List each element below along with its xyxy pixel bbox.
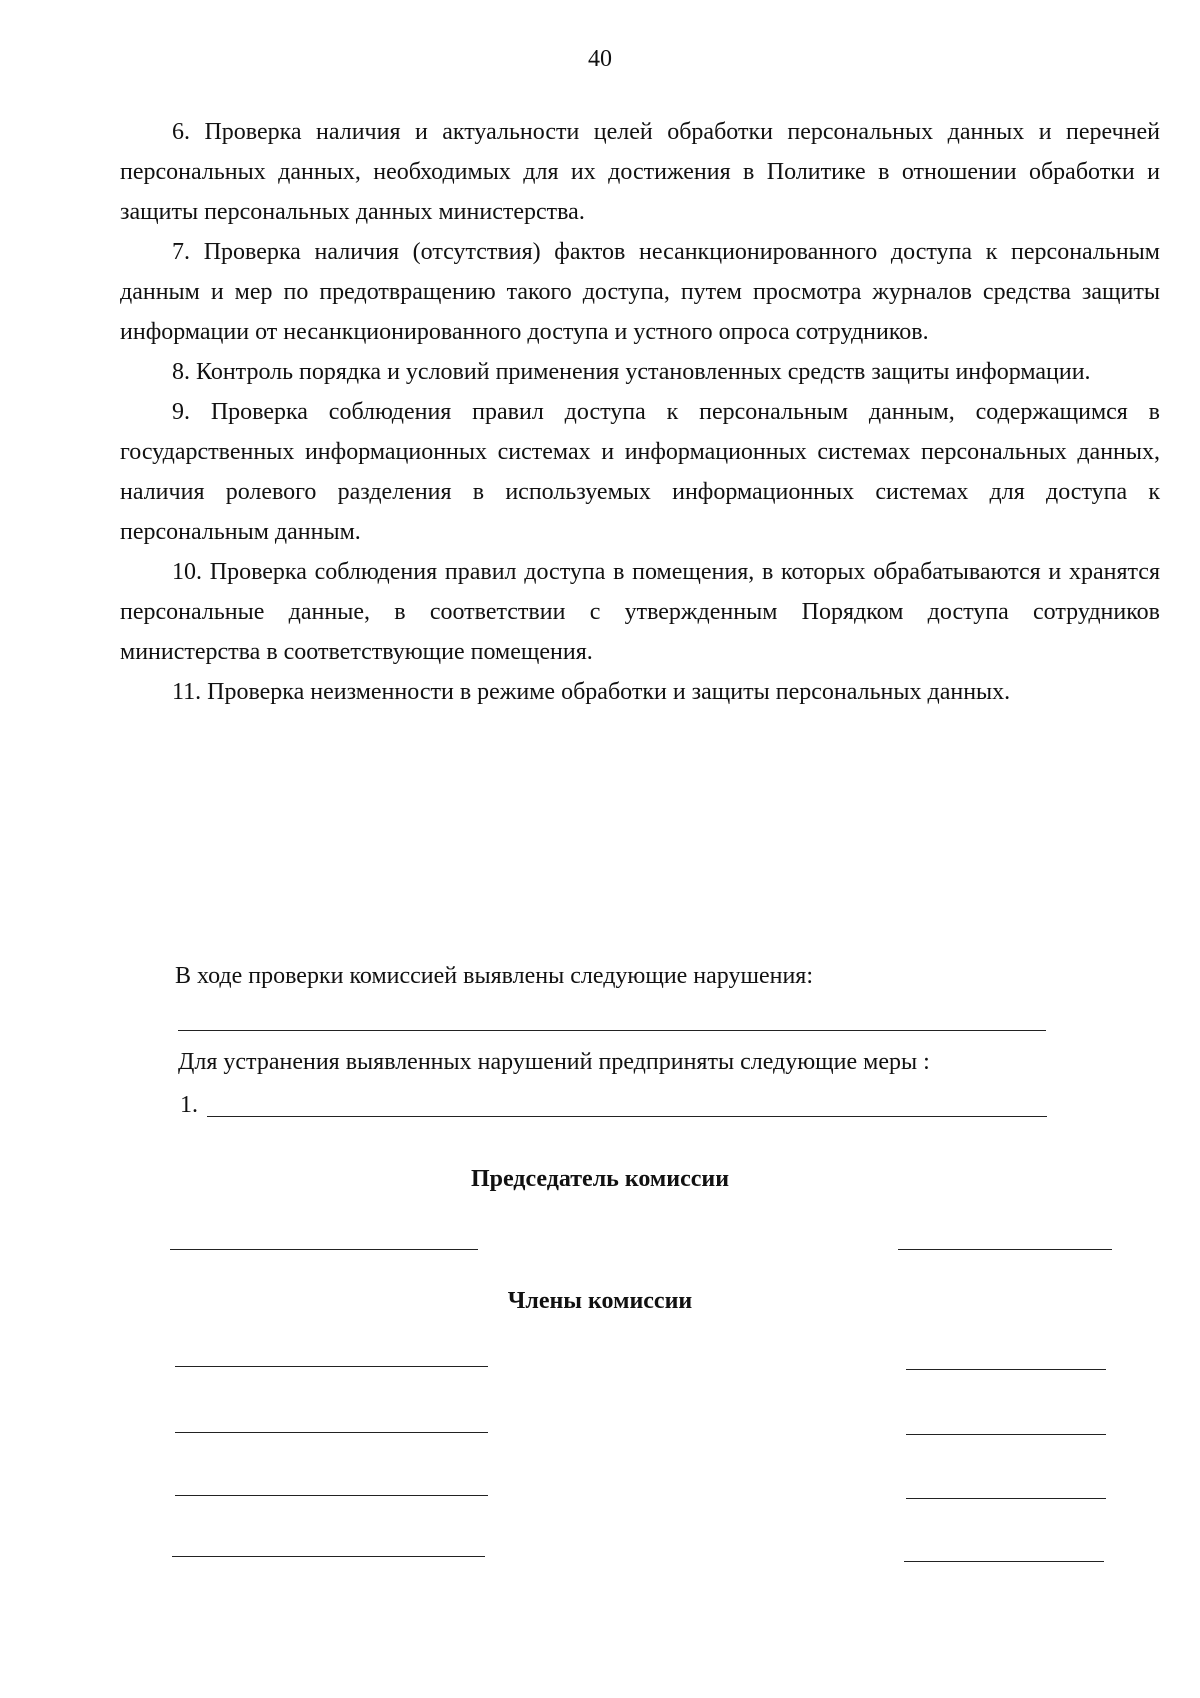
- violations-label: В ходе проверки комиссией выявлены следующие нарушения:: [175, 963, 814, 989]
- checklist-item-7: 7. Проверка наличия (отсутствия) фактов несанкционированного доступа к персональным данным и мер по предотвращению такого доступа, путем просмотра журналов средства защиты информации от несанкционированного доступа и устного опроса сотрудников.: [120, 239, 1160, 345]
- violations-fill-line: [178, 1030, 1046, 1031]
- member-2-name-line: [175, 1432, 488, 1433]
- checklist-item-9: 9. Проверка соблюдения правил доступа к персональным данным, содержащимся в государственных информационных системах и информационных системах персональных данных, наличия ролевого разделения в используемых информационных системах для доступа к персональным данным.: [120, 399, 1160, 545]
- checklist-item-11: 11. Проверка неизменности в режиме обработки и защиты персональных данных.: [172, 679, 1011, 705]
- member-3-name-line: [175, 1495, 488, 1496]
- measure-item-fill-line: [207, 1116, 1047, 1117]
- member-4-name-line: [172, 1556, 485, 1557]
- chairman-signature-line: [898, 1249, 1112, 1250]
- measures-label: Для устранения выявленных нарушений предприняты следующие меры :: [178, 1049, 930, 1075]
- chairman-heading: Председатель комиссии: [470, 1166, 730, 1192]
- measure-item-number: 1.: [180, 1092, 198, 1118]
- member-2-signature-line: [906, 1434, 1106, 1435]
- page-number: 40: [588, 46, 612, 72]
- member-4-signature-line: [904, 1561, 1104, 1562]
- member-1-name-line: [175, 1366, 488, 1367]
- member-1-signature-line: [906, 1369, 1106, 1370]
- checklist-item-6: 6. Проверка наличия и актуальности целей обработки персональных данных и перечней персональных данных, необходимых для их достижения в Политике в отношении обработки и защиты персональных данных министерства.: [120, 119, 1160, 225]
- members-heading: Члены комиссии: [507, 1288, 693, 1314]
- checklist-body: [120, 112, 1160, 712]
- checklist-item-8: 8. Контроль порядка и условий применения установленных средств защиты информации.: [172, 359, 1091, 385]
- chairman-name-line: [170, 1249, 478, 1250]
- checklist-item-10: 10. Проверка соблюдения правил доступа в помещения, в которых обрабатываются и хранятся персональные данные, в соответствии с утвержденным Порядком доступа сотрудников министерства в соответствующие помещения.: [120, 559, 1160, 665]
- member-3-signature-line: [906, 1498, 1106, 1499]
